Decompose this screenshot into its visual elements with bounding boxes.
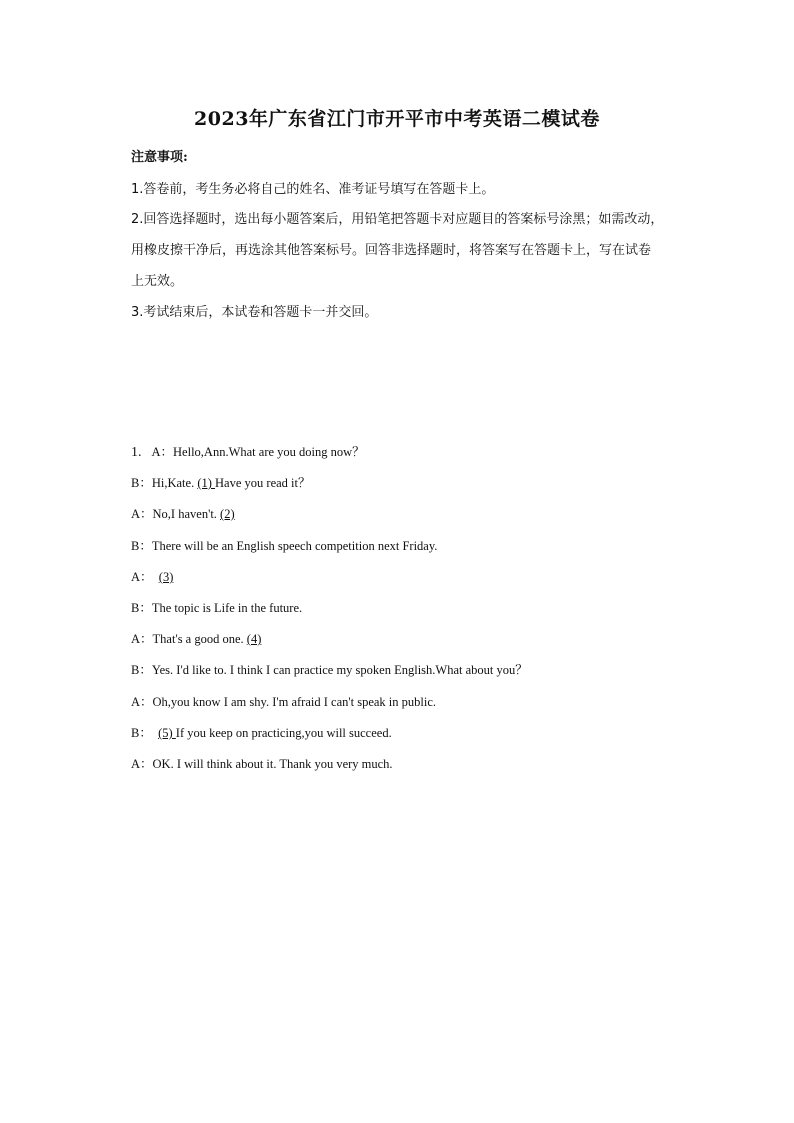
notice-line: 3.考试结束后，本试卷和答题卡一并交回。: [131, 305, 378, 320]
notice-line: 上无效。: [131, 274, 184, 289]
dialogue-line: [131, 442, 365, 461]
question-number: 1.: [131, 445, 142, 460]
dialogue-line: [131, 754, 393, 772]
dialogue-line: [131, 629, 261, 647]
speaker: B：: [131, 726, 152, 740]
line-text: That's a good one.: [152, 632, 247, 646]
notice-heading: 注意事项:: [131, 150, 188, 165]
page-title: 2023年广东省江门市开平市中考英语二模试卷: [194, 108, 600, 130]
speaker: B：: [131, 476, 152, 490]
line-text: Hello,Ann.What are you doing now？: [173, 445, 365, 459]
dialogue-line: [131, 723, 392, 741]
dialogue-line: [131, 504, 235, 522]
speaker: B：: [131, 663, 152, 677]
speaker: A：: [131, 632, 153, 646]
line-text: Have you read it？: [215, 476, 311, 490]
answer-blank[interactable]: (2): [220, 507, 235, 521]
dialogue-line: [131, 660, 528, 678]
answer-blank[interactable]: (5): [158, 726, 176, 740]
dialogue-line: [131, 473, 310, 491]
line-text: OK. I will think about it. Thank you very much.: [152, 757, 393, 771]
line-text: No,I haven't.: [152, 507, 221, 521]
line-text: Hi,Kate.: [151, 476, 198, 490]
dialogue-line: [131, 567, 173, 585]
dialogue-line: [131, 536, 437, 554]
speaker: B：: [131, 601, 152, 615]
line-text: There will be an English speech competition next Friday.: [151, 539, 438, 553]
answer-blank[interactable]: (3): [158, 570, 174, 584]
line-text: If you keep on practicing,you will succeed.: [175, 726, 392, 740]
speaker: A：: [131, 695, 153, 709]
line-text: Oh,you know I am shy. I'm afraid I can't speak in public.: [152, 695, 437, 709]
answer-blank[interactable]: (1): [197, 476, 216, 490]
dialogue-line: [131, 598, 302, 616]
notice-line: 用橡皮擦干净后，再选涂其他答案标号。回答非选择题时，将答案写在答题卡上，写在试卷: [131, 243, 652, 258]
line-text: The topic is Life in the future.: [151, 601, 303, 615]
speaker: A：: [131, 570, 153, 584]
dialogue-line: [131, 692, 436, 710]
speaker: A：: [131, 757, 153, 771]
speaker: A：: [151, 445, 174, 459]
notice-line: 1.答卷前，考生务必将自己的姓名、准考证号填写在答题卡上。: [131, 182, 495, 197]
answer-blank[interactable]: (4): [246, 632, 262, 646]
notice-line: 2.回答选择题时，选出每小题答案后，用铅笔把答题卡对应题目的答案标号涂黑；如需改动，: [131, 212, 664, 227]
speaker: B：: [131, 539, 152, 553]
line-text: Yes. I'd like to. I think I can practice my spoken English.What about you？: [151, 663, 528, 677]
speaker: A：: [131, 507, 153, 521]
